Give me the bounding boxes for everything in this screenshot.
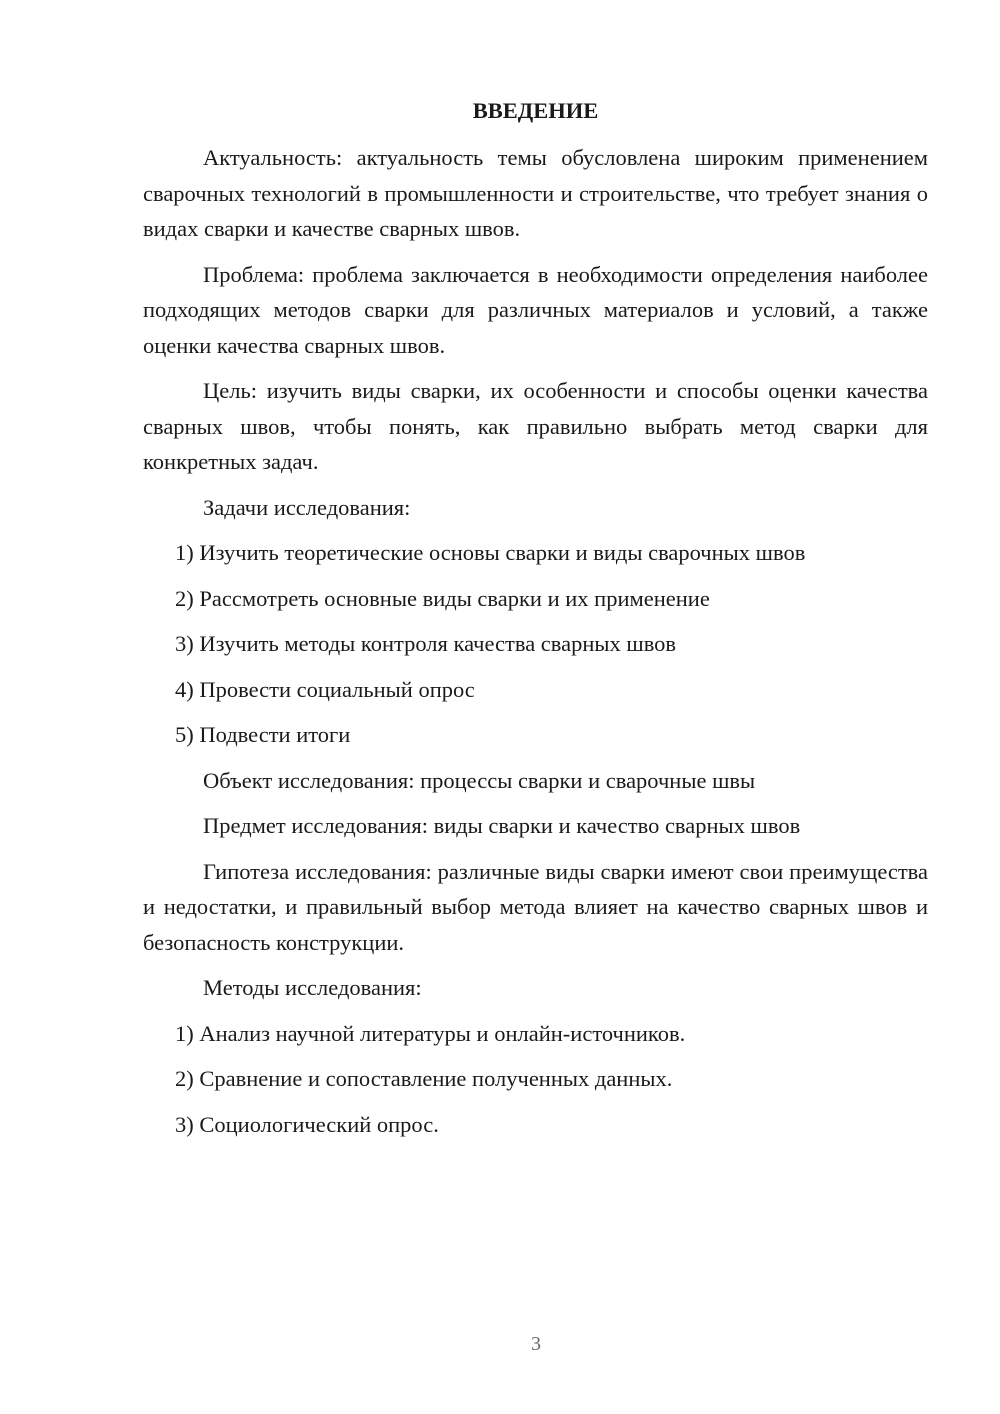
section-title: ВВЕДЕНИЕ — [472, 98, 599, 123]
list-item: 4) Провести социальный опрос — [175, 676, 475, 702]
list-item: 3) Изучить методы контроля качества сварных швов — [175, 631, 677, 656]
tasks-heading: Задачи исследования: — [203, 494, 411, 520]
list-item: 1) Анализ научной литературы и онлайн-источников. — [175, 1020, 686, 1046]
page-content — [143, 96, 928, 1152]
list-item: 5) Подвести итоги — [175, 722, 351, 747]
list-item: 2) Рассмотреть основные виды сварки и их применение — [175, 585, 710, 611]
tasks-list — [143, 535, 928, 753]
methods-heading: Методы исследования: — [203, 975, 422, 1000]
object-line: Объект исследования: процессы сварки и сварочные швы — [203, 767, 756, 793]
goal-paragraph: Цель: изучить виды сварки, их особенности и способы оценки качества сварных швов, чтобы понять, как правильно выбрать метод сварки для конкретных задач. — [143, 378, 928, 474]
relevance-paragraph: Актуальность: актуальность темы обусловлена широким применением сварочных технологий в промышленности и строительстве, что требует знания о видах сварки и качестве сварных швов. — [143, 145, 928, 241]
problem-paragraph: Проблема: проблема заключается в необходимости определения наиболее подходящих методов сварки для различных материалов и условий, а также оценки качества сварных швов. — [143, 261, 928, 358]
methods-list — [143, 1016, 928, 1143]
hypothesis-paragraph: Гипотеза исследования: различные виды сварки имеют свои преимущества и недостатки, и правильный выбор метода влияет на качество сварных швов и безопасность конструкции. — [143, 858, 928, 955]
list-item: 1) Изучить теоретические основы сварки и виды сварочных швов — [175, 540, 806, 565]
subject-line: Предмет исследования: виды сварки и качество сварных швов — [203, 813, 801, 838]
page-number: 3 — [531, 1333, 541, 1355]
list-item: 3) Социологический опрос. — [175, 1111, 439, 1137]
list-item: 2) Сравнение и сопоставление полученных данных. — [175, 1066, 673, 1091]
